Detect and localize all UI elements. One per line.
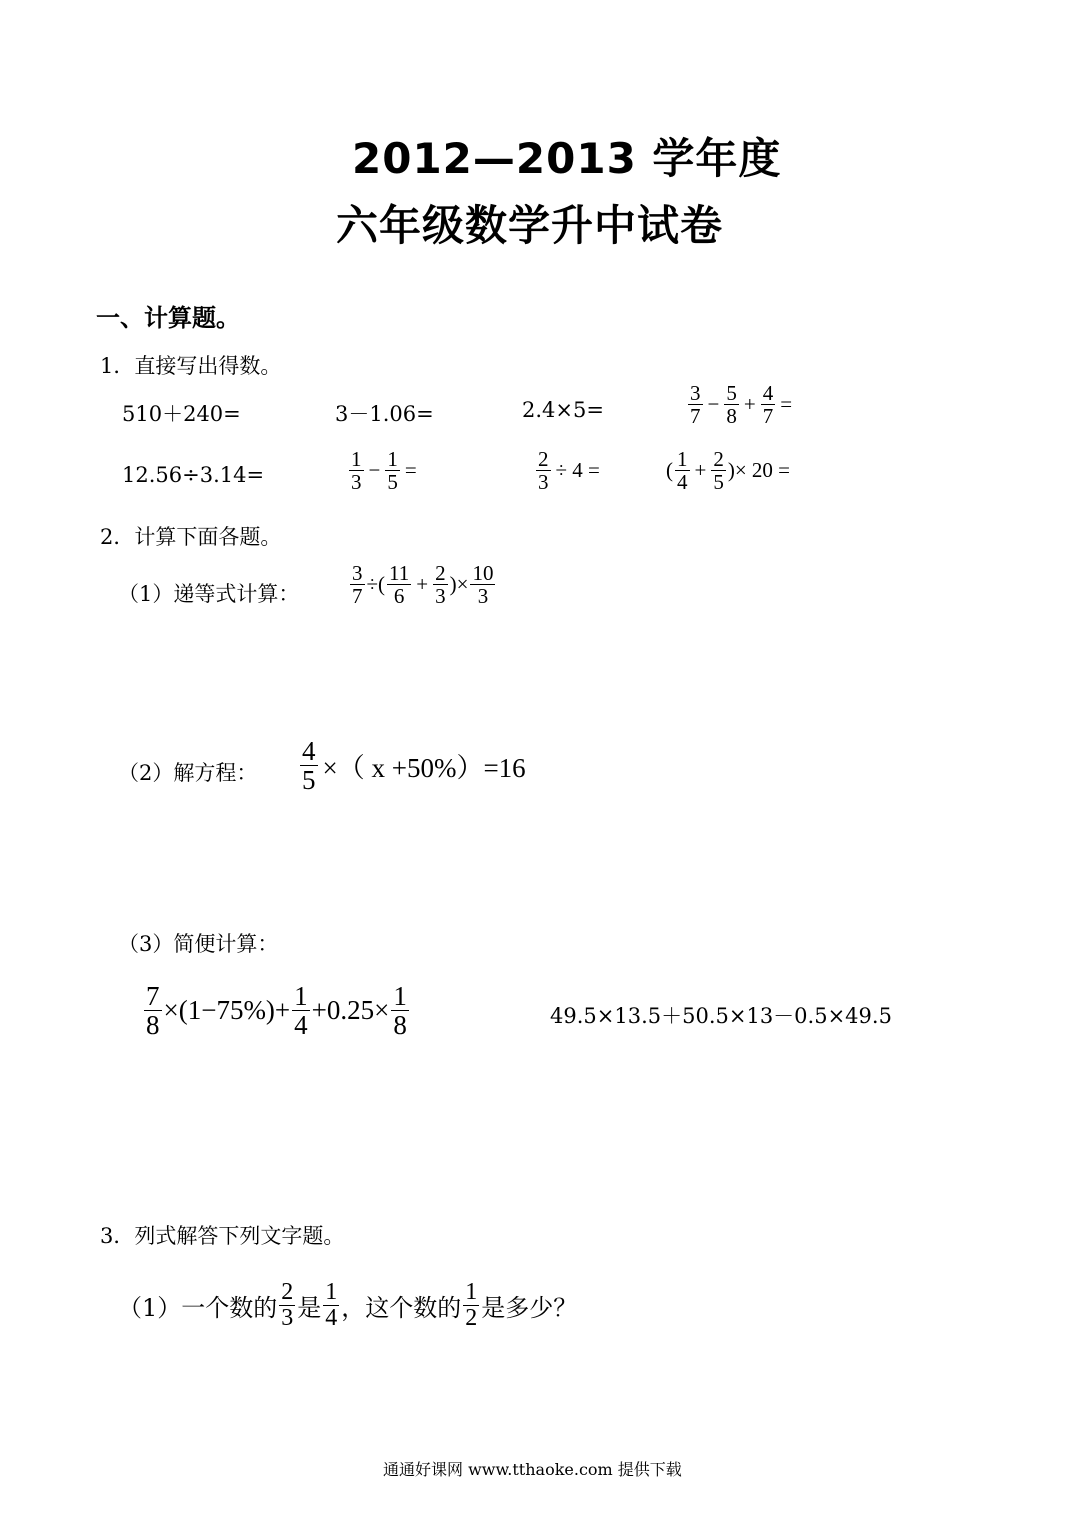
q2-part1-expression: $\frac{3}{7}$ ÷( $\frac{11}{6}$ + $\frac{2}{3}$ )× $\frac{10}{3}$ [352,561,494,609]
fraction: $\frac{2}{3}$ [538,447,549,495]
question-1-label: 1．直接写出得数。 [100,354,282,378]
fraction: $\frac{1}{2}$ [465,1279,478,1332]
q1-row1-b: 3－1.06= [335,402,434,426]
q1-row2-c: $\frac{2}{3}$ ÷ 4 = [538,447,600,495]
q1-row1-c: 2.4×5= [522,398,604,422]
fraction: $\frac{2}{3}$ [435,561,446,609]
fraction: $\frac{1}{3}$ [351,447,362,495]
footer-text: 通通好课网 www.tthaoke.com 提供下载 [383,1460,682,1479]
fraction: $\frac{1}{4}$ [677,447,688,495]
q1-row2-a: 12.56÷3.14= [122,463,265,487]
q2-part3-expression-2: 49.5×13.5＋50.5×13－0.5×49.5 [550,1004,892,1028]
q2-part2-equation: $\frac{4}{5}$ ×（ x +50%）=16 [302,736,526,796]
q1-row2-b: $\frac{1}{3}$ − $\frac{1}{5}$ = [351,447,417,495]
fraction: $\frac{11}{6}$ [389,561,410,609]
q1-row1-a: 510＋240= [122,402,241,426]
fraction: $\frac{7}{8}$ [146,981,160,1041]
q2-part3-label: （3）简便计算： [118,932,279,956]
title-line-2: 六年级数学升中试卷 [336,201,724,250]
q2-part2-label: （2）解方程： [118,761,258,785]
question-2-label: 2．计算下面各题。 [100,525,282,549]
q3-part1-problem: （1）一个数的 $\frac{2}{3}$ 是 $\frac{1}{4}$ ，这个数的 $\frac{1}{2}$ 是多少？ [118,1279,578,1332]
q2-part3-expression-1: $\frac{7}{8}$ ×(1−75%)+ $\frac{1}{4}$ +0.25× $\frac{1}{8}$ [146,981,407,1041]
fraction: $\frac{10}{3}$ [472,561,494,609]
q1-row1-d: $\frac{3}{7}$ − $\frac{5}{8}$ + $\frac{4}{7}$ = [690,381,793,429]
q1-row2-d: ( $\frac{1}{4}$ + $\frac{2}{5}$ )× 20 = [666,447,791,495]
fraction: $\frac{1}{5}$ [387,447,398,495]
question-3-label: 3．列式解答下列文字题。 [100,1224,345,1248]
fraction: $\frac{2}{5}$ [713,447,724,495]
fraction: $\frac{1}{8}$ [393,981,407,1041]
fraction: $\frac{3}{7}$ [352,561,363,609]
title-line-1: 2012—2013 学年度 [352,134,782,183]
fraction: $\frac{3}{7}$ [690,381,701,429]
fraction: $\frac{5}{8}$ [726,381,737,429]
fraction: $\frac{1}{4}$ [294,981,308,1041]
q2-part1-label: （1）递等式计算： [118,582,300,606]
fraction: $\frac{2}{3}$ [281,1279,294,1332]
fraction: $\frac{4}{7}$ [762,381,774,429]
fraction: $\frac{4}{5}$ [302,736,316,796]
fraction: $\frac{1}{4}$ [325,1279,338,1332]
section-heading: 一、计算题。 [96,304,240,332]
